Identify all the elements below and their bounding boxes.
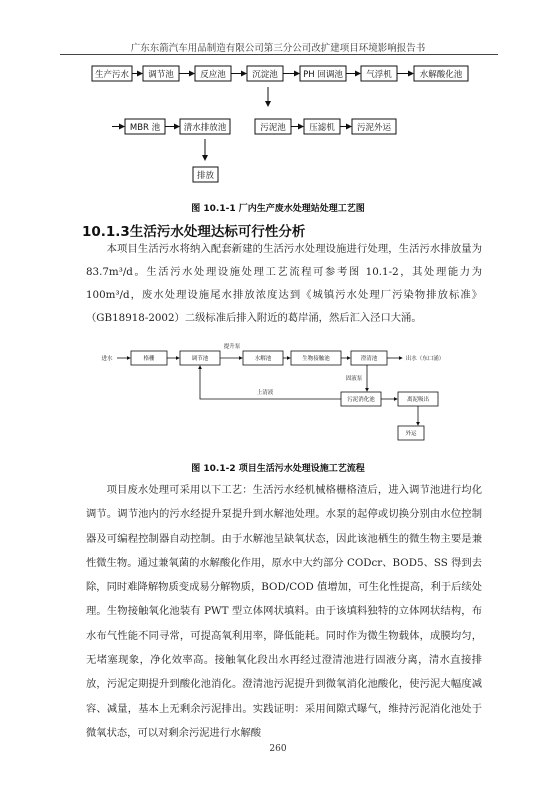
node-raw-wastewater-label: 生产污水 — [94, 70, 130, 80]
flow2-grid: 格栅 — [143, 356, 155, 362]
flow2-inlet: 进水 — [101, 356, 113, 362]
flow2-adjust: 调节池 — [191, 356, 209, 362]
node-hydrolysis-tank-label: 水解酸化池 — [419, 70, 463, 80]
flow2-supernatant: 上清液 — [256, 390, 274, 396]
node-air-flotation-label: 气浮机 — [366, 70, 392, 80]
page-header: 广东东箭汽车用品制造有限公司第三分公司改扩建项目环境影响报告书 — [130, 43, 426, 54]
flow2-solid-pump: 固液泵 — [345, 376, 363, 382]
node-clear-water-tank-label: 清水排放池 — [183, 123, 227, 133]
node-ph-adjust-tank-label: PH 回调池 — [303, 70, 343, 80]
flow2-sludge-pump: 离泥吸出 — [406, 397, 430, 403]
paragraph-2: 项目废水处理可采用以下工艺：生活污水经机械格栅格渣后，进入调节池进行均化调节。调节池内的污水经提升泵提升到水解池处理。水泵的起停或切换分别由水位控制器及可编程控制器自动控制。由于水解池呈缺氧状态，因此该池栖生的微生物主要是兼性微生物。通过兼氧菌的水解酸化作用，原水中大约部分 CODcr、BOD5、SS 得到去除，同时难降解物质变成易分解物质，BOD/COD 值增加，可生化性提高，利于后续处理。生物接触氧化池装有 PWT 型立体网状填料。由于该填料独特的立体网状结构，布水布气性能不同寻常，可提高氧利用率，降低能耗。同时作为微生物载体，成膜均匀，无堵塞现象，净化效率高。接触氧化段出水再经过澄清池进行固液分离，清水直接排放，污泥定期提升到酸化池消化。澄清池污泥提升到微氧消化池酸化，使污泥大幅度减容、减量，基本上无剩余污泥排出。实践证明：采用间隙式曝气，维持污泥消化池处于微氧状态，可以对剩余污泥进行水解酸 — [86, 484, 482, 739]
node-mbr-tank-label: MBR 池 — [129, 123, 161, 133]
node-filter-press-label: 压滤机 — [309, 123, 335, 133]
page-number: 260 — [269, 744, 287, 754]
flow2-outlet: 出水（东口涌） — [405, 356, 445, 362]
section-title: 10.1.3生活污水处理达标可行性分析 — [82, 224, 306, 240]
figure-2-caption: 图 10.1-2 项目生活污水处理设施工艺流程 — [191, 464, 365, 474]
figure-1-caption: 图 10.1-1 厂内生产废水处理站处理工艺图 — [191, 204, 365, 214]
node-sludge-tank-label: 污泥池 — [260, 123, 286, 133]
node-reaction-tank-label: 反应池 — [200, 70, 226, 80]
flow2-hydrolysis: 水解池 — [254, 356, 272, 362]
paragraph-1: 本项目生活污水将纳入配套新建的生活污水处理设施进行处理，生活污水排放量为 83.7m³/d。生活污水处理设施处理工艺流程可参考图 10.1-2，其处理能力为100m³/d，废水处理设施尾水排放浓度达到《城镇污水处理厂污染物排放标准》（GB18918-2002）二级标准后排入附近的葛岸涌，然后汇入泾口大涌。 — [86, 243, 482, 324]
flow2-bio-contact: 生物接触池 — [302, 356, 330, 362]
node-equalization-tank-label: 调节池 — [148, 70, 174, 80]
flow2-external: 外运 — [405, 431, 417, 437]
node-sedimentation-tank-label: 沉淀池 — [252, 70, 278, 80]
node-sludge-out-label: 污泥外运 — [356, 123, 392, 133]
flow2-sludge-digest: 污泥消化池 — [347, 397, 375, 403]
flow2-lift-pump: 提升泵 — [223, 344, 241, 350]
flow2-settle: 澄清池 — [360, 356, 378, 362]
node-discharge-label: 排放 — [196, 171, 215, 181]
